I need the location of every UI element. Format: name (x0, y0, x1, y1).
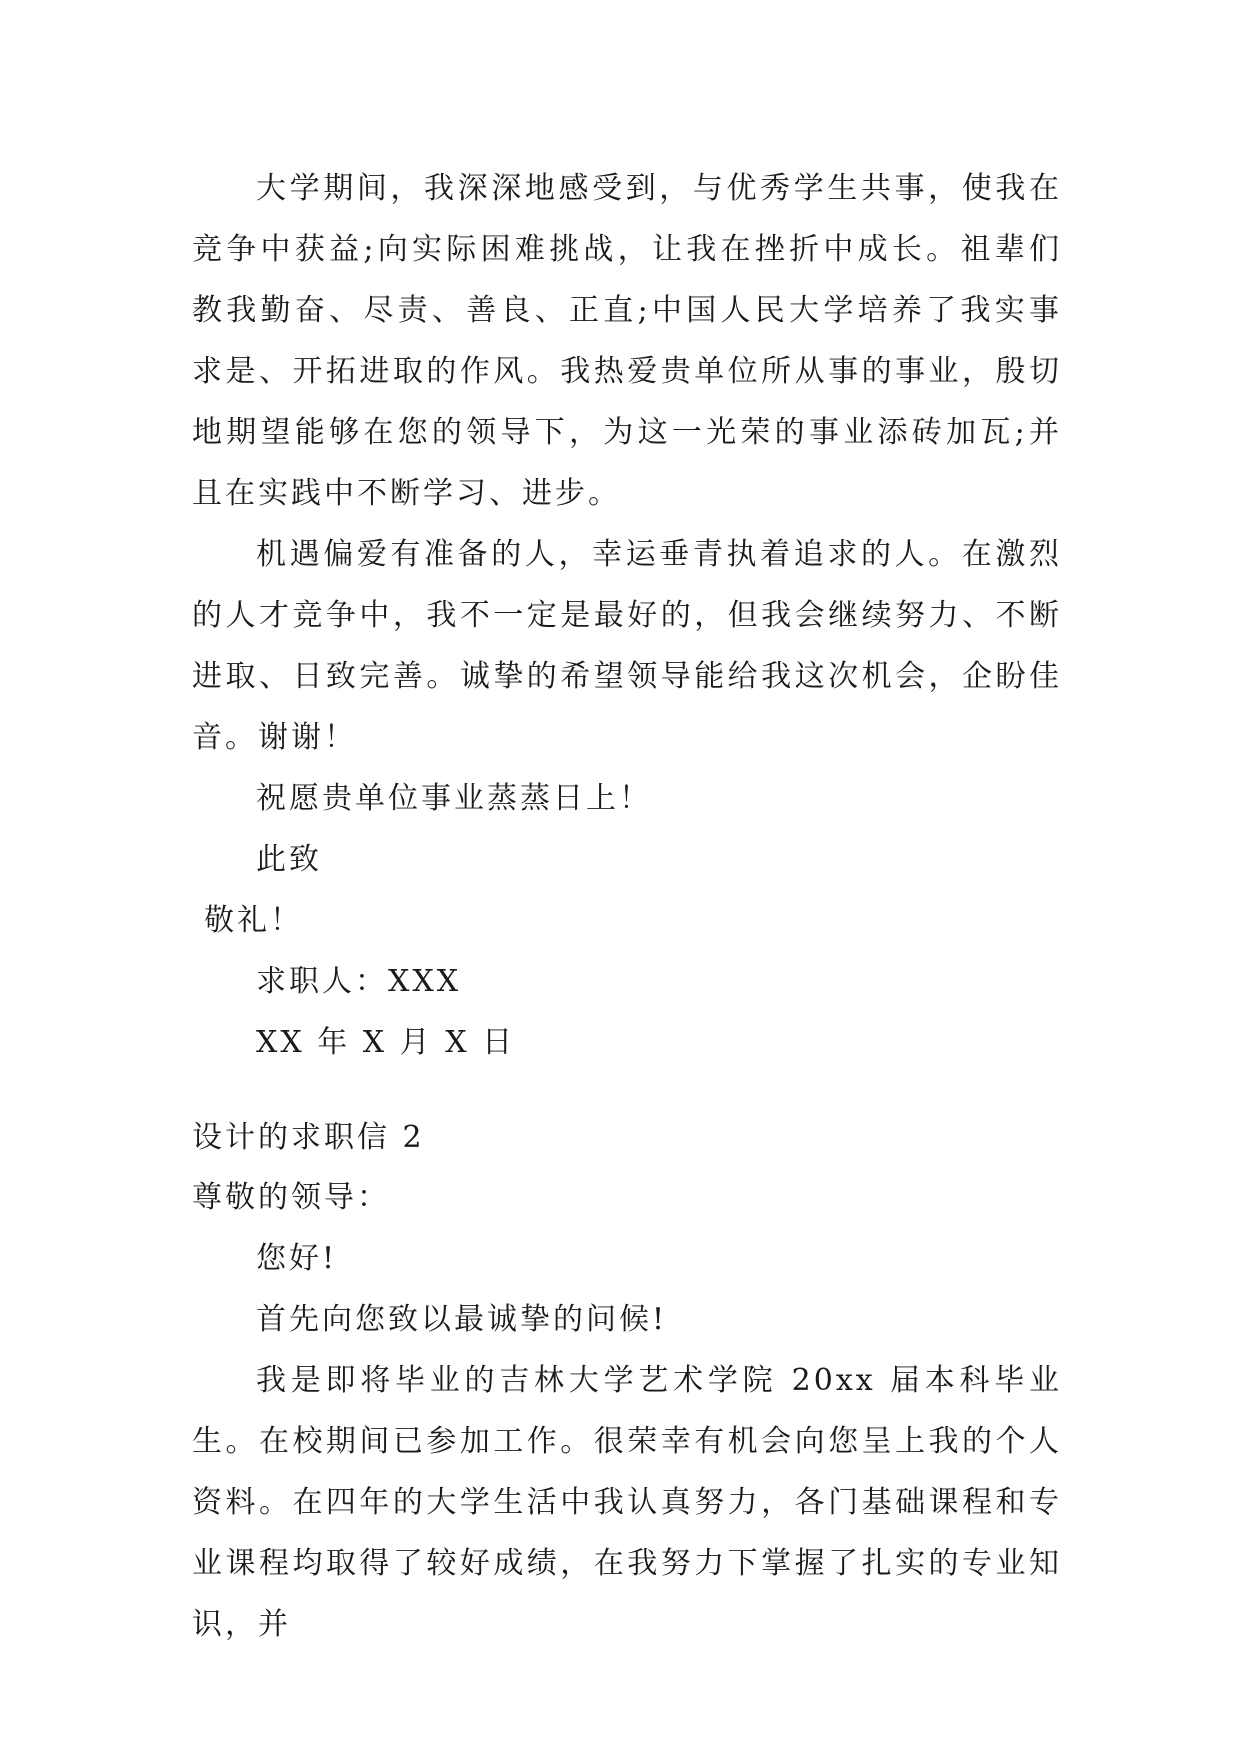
letter2-title: 设计的求职信 2 (192, 1120, 425, 1155)
letter2-regards: 首先向您致以最诚挚的问候! (256, 1302, 668, 1337)
letter1-closing-ci-zhi: 此致 (256, 842, 322, 877)
letter1-closing-jing-li: 敬礼！ (204, 903, 303, 938)
letter1-date: XX 年 X 月 X 日 (256, 1025, 516, 1060)
letter2-greeting: 您好! (256, 1241, 338, 1276)
document-page (192, 158, 1062, 1655)
section-gap (192, 1073, 1062, 1109)
letter1-wish: 祝愿贵单位事业蒸蒸日上！ (256, 781, 652, 816)
letter2-salutation: 尊敬的领导： (192, 1180, 390, 1215)
letter1-signature: 求职人：XXX (256, 964, 462, 999)
letter1-paragraph-2: 机遇偏爱有准备的人，幸运垂青执着追求的人。在激烈的人才竞争中，我不一定是最好的，但我会继续努力、不断进取、日致完善。诚挚的希望领导能给我这次机会，企盼佳音。谢谢！ (192, 537, 1062, 755)
letter1-paragraph-1: 大学期间，我深深地感受到，与优秀学生共事，使我在竞争中获益;向实际困难挑战，让我在挫折中成长。祖辈们教我勤奋、尽责、善良、正直;中国人民大学培养了我实事求是、开拓进取的作风。我热爱贵单位所从事的事业，殷切地期望能够在您的领导下，为这一光荣的事业添砖加瓦;并且在实践中不断学习、进步。 (192, 171, 1062, 511)
letter2-paragraph-1: 我是即将毕业的吉林大学艺术学院 20xx 届本科毕业生。在校期间已参加工作。很荣幸有机会向您呈上我的个人资料。在四年的大学生活中我认真努力，各门基础课程和专业课程均取得了较好成绩，在我努力下掌握了扎实的专业知识，并 (192, 1363, 1062, 1642)
